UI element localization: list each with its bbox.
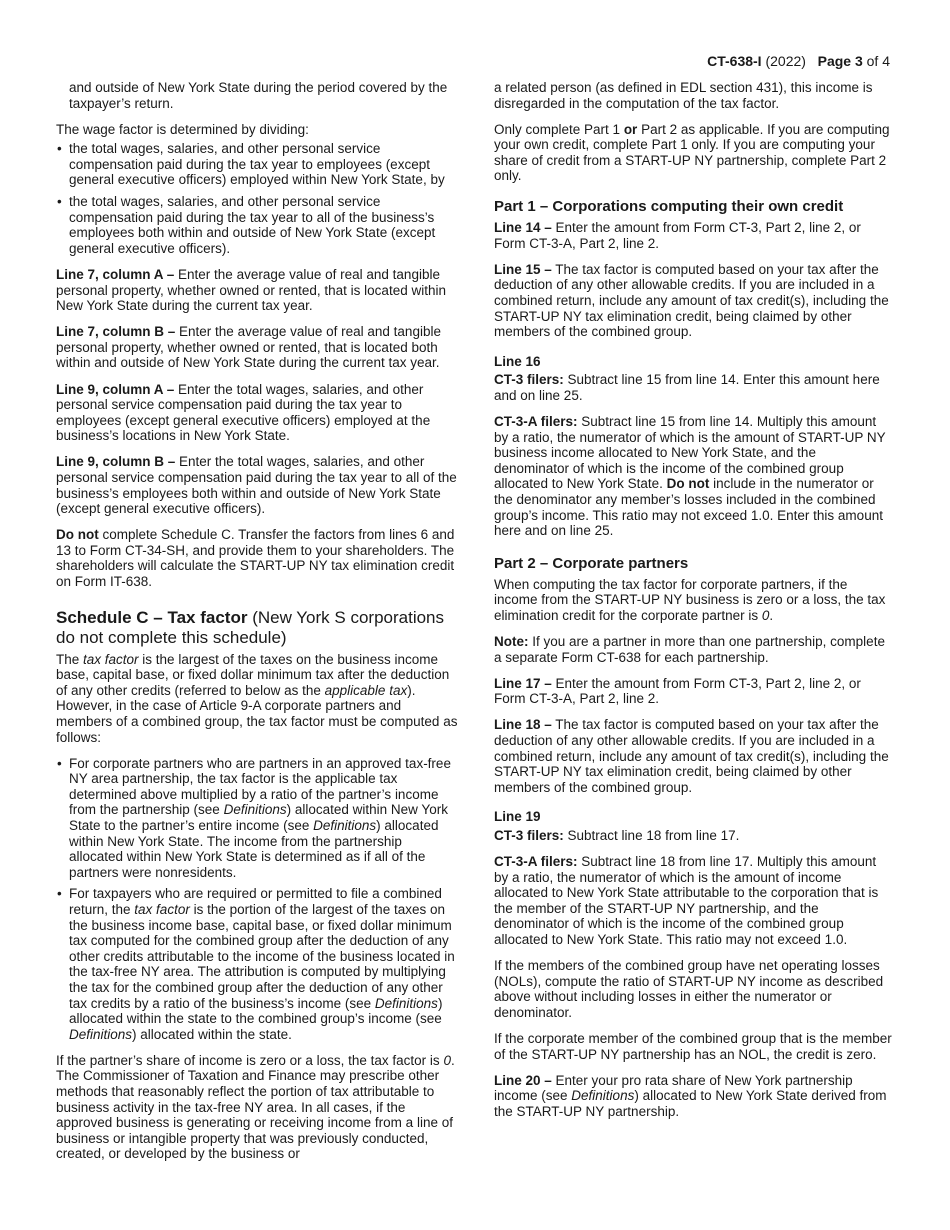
form-year: (2022): [765, 53, 806, 69]
schedule-c-title: Schedule C – Tax factor: [56, 607, 248, 627]
line-18-instruction: Line 18 – The tax factor is computed based on your tax after the deduction of any other allowable credits. If you are included in a combined return, include any amount of tax credit(s), including the START-UP NY tax elimination credit, being claimed by other members of the combined group.: [494, 717, 889, 795]
page-header: [707, 52, 890, 70]
continued-text: and outside of New York State during the period covered by the taxpayer’s return.: [69, 80, 448, 111]
page-of: of 4: [866, 53, 890, 69]
line-16-ct3a: CT-3-A filers: Subtract line 15 from line 14. Multiply this amount by a ratio, the numerator of which is the amount of START-UP NY business income allocated to New York State, and the denominator of which is the income of the combined group allocated to New York State. Do not include in the numerator or the denominator any member’s losses included in the combined group’s income. This ratio may not exceed 1.0. Enter this amount here and on line 25.: [494, 414, 886, 539]
only-complete-note: Only complete Part 1 or Part 2 as applicable. If you are computing your own credit, complete Part 1 only. If you are computing your share of credit from a START-UP NY partnership, complete Part 2 only.: [494, 121, 890, 184]
right-column: [494, 80, 894, 1130]
line-19-ct3a: CT-3-A filers: Subtract line 18 from line 17. Multiply this amount by a ratio, the numerator of which is the amount of income allocated to New York State attributable to the corporation that is the member of the START-UP NY partnership, and the denominator of which is the income of the combined group allocated to New York State. This ratio may not exceed 1.0.: [494, 854, 879, 948]
line-7a-label: Line 7, column A –: [56, 266, 175, 282]
wage-factor-list: [56, 141, 458, 256]
schedule-c-heading: [56, 608, 458, 648]
do-not-complete-note: [56, 527, 458, 589]
line-9a-instruction: [56, 382, 458, 444]
part-2-heading: Part 2 – Corporate partners: [494, 554, 689, 572]
line-19-ct3: CT-3 filers: Subtract line 18 from line 17.: [494, 827, 740, 843]
line-7b-instruction: [56, 324, 458, 371]
line-7b-text: Enter the average value of real and tangible personal property, whether owned or rented, that is located both within and outside of New York State during the current tax year.: [56, 324, 441, 371]
part-1-heading: Part 1 – Corporations computing their own credit: [494, 198, 844, 216]
nol-paragraph: If the members of the combined group have net operating losses (NOLs), compute the ratio of START-UP NY income as described above without including losses in either the numerator or denominator.: [494, 958, 884, 1020]
form-number: CT-638-I: [707, 53, 762, 69]
line-20-instruction: Line 20 – Enter your pro rata share of New York partnership income (see Definitions) allocated to New York State derived from the START-UP NY partnership.: [494, 1072, 887, 1119]
partner-note: Note: If you are a partner in more than one partnership, complete a separate Form CT-638 for each partnership.: [494, 634, 885, 665]
tax-factor-list: [56, 756, 458, 1043]
line-7b-label: Line 7, column B –: [56, 324, 176, 340]
line-9a-label: Line 9, column A –: [56, 381, 175, 397]
corporate-nol-paragraph: If the corporate member of the combined group that is the member of the START-UP NY partnership has an NOL, the credit is zero.: [494, 1031, 892, 1062]
corporate-partner-bullet: • For corporate partners who are partners in an approved tax-free NY area partnership, the tax factor is the applicable tax determined above multiplied by a ratio of the partner’s income from the partnership (see Definitions) allocated within New York State to the partner’s entire income (see Definitions) allocated within New York State. The income from the partnership allocated within New York State is determined as if all of the partners were nonresidents.: [56, 756, 458, 881]
line-7a-instruction: [56, 267, 458, 314]
wage-bullet-2: • the total wages, salaries, and other personal service compensation paid during the tax year to all of the business’s employees both within and outside of New York State (except general executive officers).: [56, 194, 458, 256]
line-17-instruction: Line 17 – Enter the amount from Form CT-3, Part 2, line 2, or Form CT-3-A, Part 2, line 2.: [494, 675, 861, 707]
schedule-c-subtitle: (New York S corporations do not complete this schedule): [56, 607, 445, 647]
line-16-heading: Line 16: [494, 353, 541, 369]
continued-text-right: a related person (as defined in EDL section 431), this income is disregarded in the computation of the tax factor.: [494, 80, 873, 111]
do-not-text: complete Schedule C. Transfer the factors from lines 6 and 13 to Form CT-34-SH, and provide them to your shareholders. The shareholders will calculate the START-UP NY tax elimination credit on Form IT-638.: [56, 527, 455, 590]
part-2-intro: When computing the tax factor for corporate partners, if the income from the START-UP NY business is zero or a loss, the tax elimination credit for the corporate partner is 0.: [494, 576, 886, 623]
zero-loss-paragraph: If the partner’s share of income is zero or a loss, the tax factor is 0. The Commissioner of Taxation and Finance may prescribe other methods that reasonably reflect the portion of tax attributable to business activity in the tax-free NY area. In all cases, if the approved business is generating or receiving income from a line of business or intangible property that was previously conducted, created, or developed by the business or: [56, 1052, 455, 1162]
tax-factor-definition: The tax factor is the largest of the taxes on the business income base, capital base, or fixed dollar minimum tax after the deduction of any other credits (referred to below as the applicable tax). However, in the case of Article 9-A corporate partners and members of a combined group, the tax factor must be computed as follows:: [56, 651, 458, 745]
combined-return-bullet: • For taxpayers who are required or permitted to file a combined return, the tax factor is the portion of the largest of the taxes on the business income base, capital base, or fixed dollar minimum tax computed for the combined group after the deduction of any other credits attributable to the income of the business located in the tax-free NY area. The attribution is computed by multiplying the tax for the combined group after the deduction of any other tax credits by a ratio of the business’s income (see Definitions) allocated within the state to the combined group’s income (see Definitions) allocated within the state.: [56, 886, 458, 1042]
line-16-ct3: CT-3 filers: Subtract line 15 from line 14. Enter this amount here and on line 25.: [494, 372, 880, 403]
line-9b-label: Line 9, column B –: [56, 454, 176, 470]
line-14-instruction: Line 14 – Enter the amount from Form CT-3, Part 2, line 2, or Form CT-3-A, Part 2, line 2.: [494, 220, 861, 251]
line-9b-instruction: [56, 454, 458, 516]
line-15-instruction: Line 15 – The tax factor is computed based on your tax after the deduction of any other allowable credits. If you are included in a combined return, include any amount of tax credit(s), including the START-UP NY tax elimination credit, being claimed by other members of the combined group.: [494, 261, 889, 340]
left-column: [56, 80, 458, 1173]
line-19-heading: Line 19: [494, 809, 541, 825]
do-not-label: Do not: [56, 527, 99, 543]
wage-bullet-1: • the total wages, salaries, and other personal service compensation paid during the tax year to employees (except general executive officers) employed within New York State, by: [56, 141, 458, 188]
page-label: Page 3: [817, 53, 863, 69]
wage-factor-intro: The wage factor is determined by dividing:: [56, 121, 309, 137]
line-9b-text: Enter the total wages, salaries, and other personal service compensation paid during the tax year to all of the business’s employees both within and outside of New York State (except general executive officers).: [56, 454, 457, 517]
line-7a-text: Enter the average value of real and tangible personal property, whether owned or rented, that is located within New York State during the current tax year.: [56, 266, 446, 314]
line-9a-text: Enter the total wages, salaries, and other personal service compensation paid during the tax year to employees (except general executive officers) employed at the business’s locations in New York State.: [56, 381, 431, 444]
